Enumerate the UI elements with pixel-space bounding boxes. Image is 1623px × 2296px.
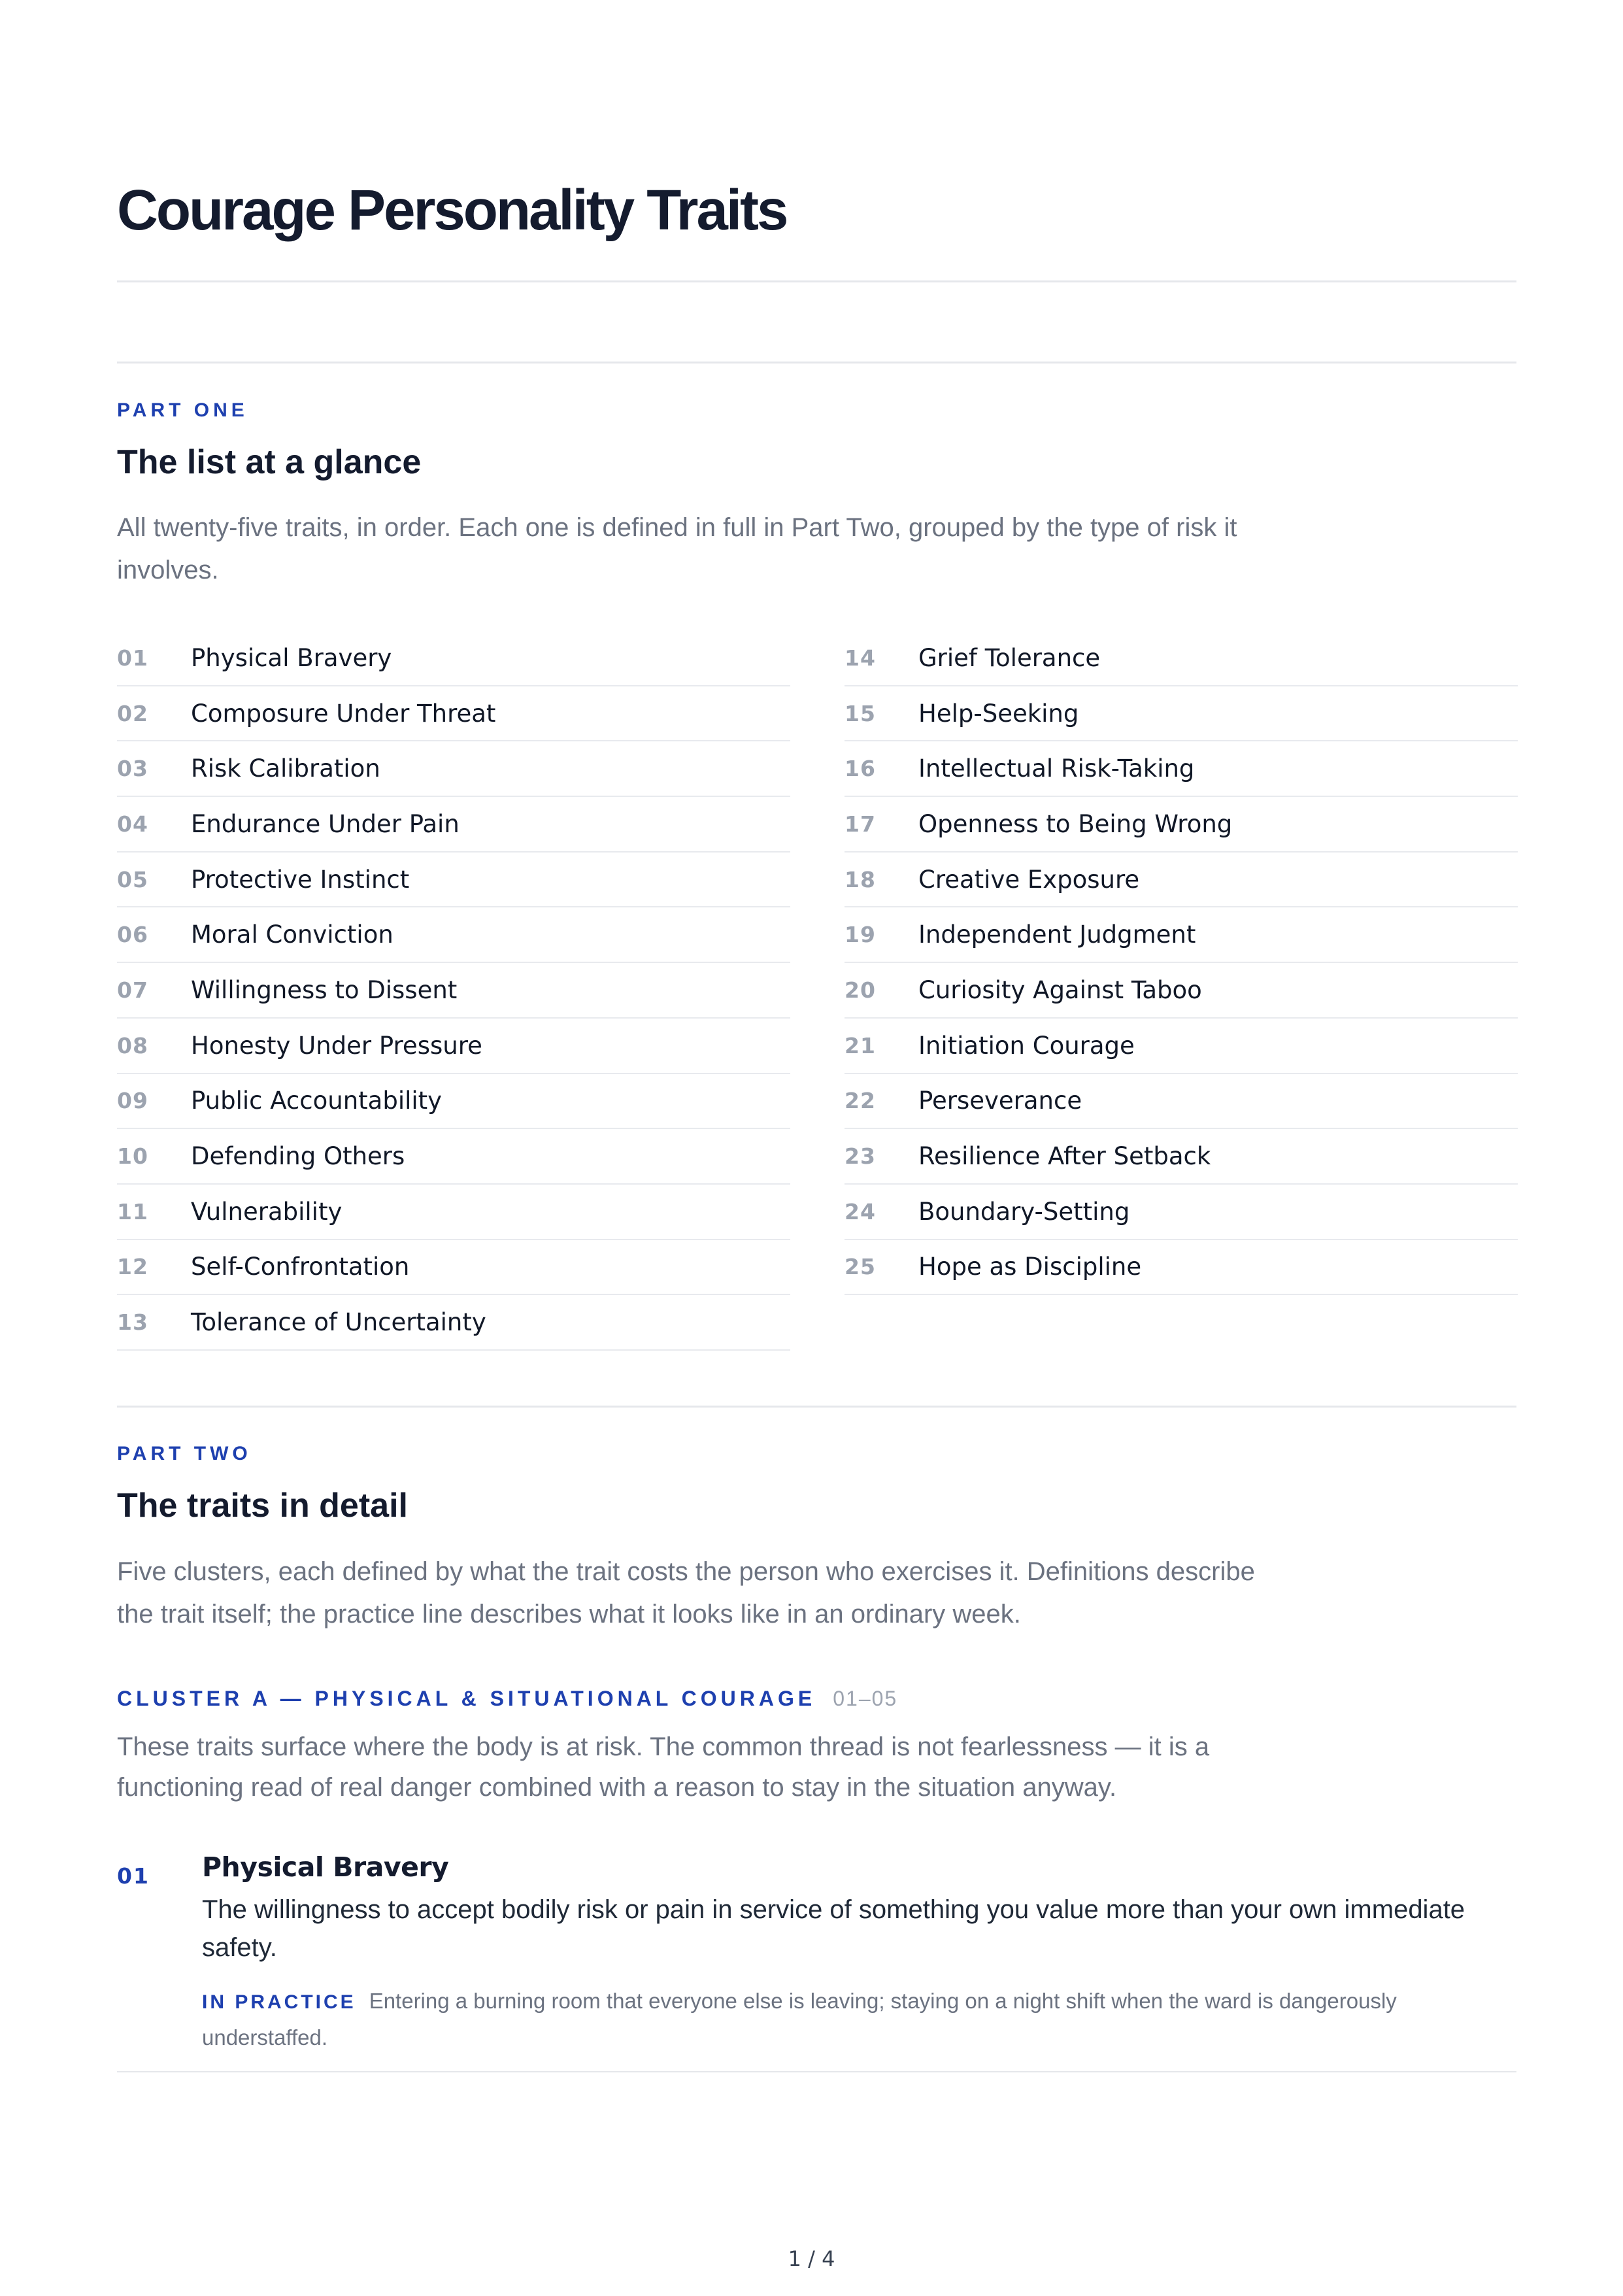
toc-row — [117, 853, 790, 908]
toc-trait-name: Physical Bravery — [191, 643, 392, 672]
toc-row — [845, 907, 1518, 963]
toc-trait-name: Vulnerability — [191, 1197, 343, 1226]
toc-number: 05 — [117, 866, 148, 892]
section-divider — [117, 362, 1516, 363]
toc-trait-name: Creative Exposure — [918, 865, 1140, 894]
part-two-eyebrow: PART TWO — [117, 1443, 252, 1464]
page-number: 1 / 4 — [788, 2246, 835, 2271]
toc-number: 06 — [117, 922, 148, 948]
toc-number: 02 — [117, 700, 148, 726]
cluster-intro: These traits surface where the body is at risk. The common thread is not fearlessness — it is a functioning read of real danger combined with a reason to stay in the situation anyway. — [117, 1732, 1210, 1802]
toc-row — [117, 1129, 790, 1185]
toc-row — [117, 1019, 790, 1074]
part-one-lede: All twenty-five traits, in order. Each one is defined in full in Part Two, grouped by the type of risk it involves. — [117, 513, 1237, 584]
toc-row — [845, 686, 1518, 742]
toc-number: 22 — [845, 1088, 876, 1114]
toc-trait-name: Defending Others — [191, 1142, 405, 1171]
practice-label: IN PRACTICE — [202, 1991, 356, 2013]
toc-trait-name: Hope as Discipline — [918, 1253, 1142, 1281]
toc-trait-name: Resilience After Setback — [918, 1142, 1211, 1171]
toc-number: 15 — [845, 700, 876, 726]
toc-trait-name: Help-Seeking — [918, 699, 1079, 728]
toc-row — [845, 1185, 1518, 1240]
toc-trait-name: Risk Calibration — [191, 754, 380, 783]
toc-row — [845, 963, 1518, 1019]
part-two-lede: Five clusters, each defined by what the trait costs the person who exercises it. Definitions describe the trait itself; the practice line describes what it looks like in an ordinary week. — [117, 1557, 1255, 1629]
toc-trait-name: Protective Instinct — [191, 865, 410, 894]
toc-right-column — [845, 631, 1518, 1295]
toc-row — [845, 1240, 1518, 1296]
toc-trait-name: Initiation Courage — [918, 1031, 1135, 1060]
section-divider — [117, 1406, 1516, 1408]
document-page — [117, 0, 1516, 2296]
toc-number: 10 — [117, 1143, 148, 1170]
toc-number: 16 — [845, 756, 876, 782]
toc-trait-name: Independent Judgment — [918, 920, 1196, 949]
trait-practice — [202, 1984, 1516, 2055]
toc-row — [845, 1074, 1518, 1130]
toc-row — [845, 631, 1518, 686]
toc-row — [117, 797, 790, 853]
document-title: Courage Personality Traits — [117, 178, 787, 242]
toc-number: 23 — [845, 1143, 876, 1170]
toc-number: 04 — [117, 811, 148, 837]
cluster-heading — [117, 1687, 897, 1711]
title-divider — [117, 280, 1516, 282]
toc-number: 18 — [845, 866, 876, 892]
toc-number: 08 — [117, 1032, 148, 1058]
toc-number: 11 — [117, 1198, 148, 1224]
toc-trait-name: Intellectual Risk-Taking — [918, 754, 1195, 783]
toc-row — [117, 631, 790, 686]
toc-trait-name: Willingness to Dissent — [191, 975, 458, 1004]
toc-number: 03 — [117, 756, 148, 782]
toc-trait-name: Honesty Under Pressure — [191, 1031, 482, 1060]
toc-row — [117, 1240, 790, 1296]
toc-row — [845, 1019, 1518, 1074]
toc-trait-name: Composure Under Threat — [191, 699, 496, 728]
toc-row — [845, 853, 1518, 908]
toc-row — [845, 797, 1518, 853]
toc-number: 20 — [845, 977, 876, 1003]
cluster-range: 01–05 — [833, 1687, 898, 1710]
toc-row — [117, 907, 790, 963]
toc-trait-name: Perseverance — [918, 1087, 1082, 1115]
toc-trait-name: Boundary-Setting — [918, 1197, 1130, 1226]
toc-left-column — [117, 631, 790, 1351]
toc-trait-name: Curiosity Against Taboo — [918, 975, 1202, 1004]
toc-number: 07 — [117, 977, 148, 1003]
part-two-heading: The traits in detail — [117, 1487, 408, 1525]
toc-number: 24 — [845, 1198, 876, 1224]
toc-number: 13 — [117, 1309, 148, 1336]
trait-body — [202, 1851, 1516, 2055]
cluster-label: CLUSTER A — PHYSICAL & SITUATIONAL COURAGE — [117, 1687, 816, 1710]
trait-number: 01 — [117, 1863, 150, 1889]
toc-row — [117, 1185, 790, 1240]
toc-row — [117, 1074, 790, 1130]
toc-trait-name: Self-Confrontation — [191, 1253, 410, 1281]
toc-trait-name: Public Accountability — [191, 1087, 443, 1115]
practice-text: Entering a burning room that everyone else is leaving; staying on a night shift when the ward is dangerously understaffed. — [202, 1989, 1397, 2050]
toc-number: 25 — [845, 1254, 876, 1280]
toc-number: 12 — [117, 1254, 148, 1280]
part-one-heading: The list at a glance — [117, 443, 422, 481]
toc-row — [117, 686, 790, 742]
trait-definition: The willingness to accept bodily risk or pain in service of something you value more than your own immediate safety. — [202, 1895, 1465, 1962]
trait-divider — [117, 2071, 1516, 2072]
toc-number: 21 — [845, 1032, 876, 1058]
toc-trait-name: Grief Tolerance — [918, 643, 1101, 672]
toc-row — [117, 1295, 790, 1351]
toc-row — [117, 741, 790, 797]
toc-row — [117, 963, 790, 1019]
toc-trait-name: Moral Conviction — [191, 920, 393, 949]
toc-row — [845, 1129, 1518, 1185]
trait-name: Physical Bravery — [202, 1851, 449, 1883]
toc-trait-name: Openness to Being Wrong — [918, 809, 1233, 838]
toc-number: 14 — [845, 645, 876, 671]
toc-row — [845, 741, 1518, 797]
toc-number: 19 — [845, 922, 876, 948]
toc-number: 17 — [845, 811, 876, 837]
toc-trait-name: Endurance Under Pain — [191, 809, 460, 838]
toc-number: 01 — [117, 645, 148, 671]
part-one-eyebrow: PART ONE — [117, 399, 248, 421]
toc-trait-name: Tolerance of Uncertainty — [191, 1308, 486, 1337]
toc-number: 09 — [117, 1088, 148, 1114]
